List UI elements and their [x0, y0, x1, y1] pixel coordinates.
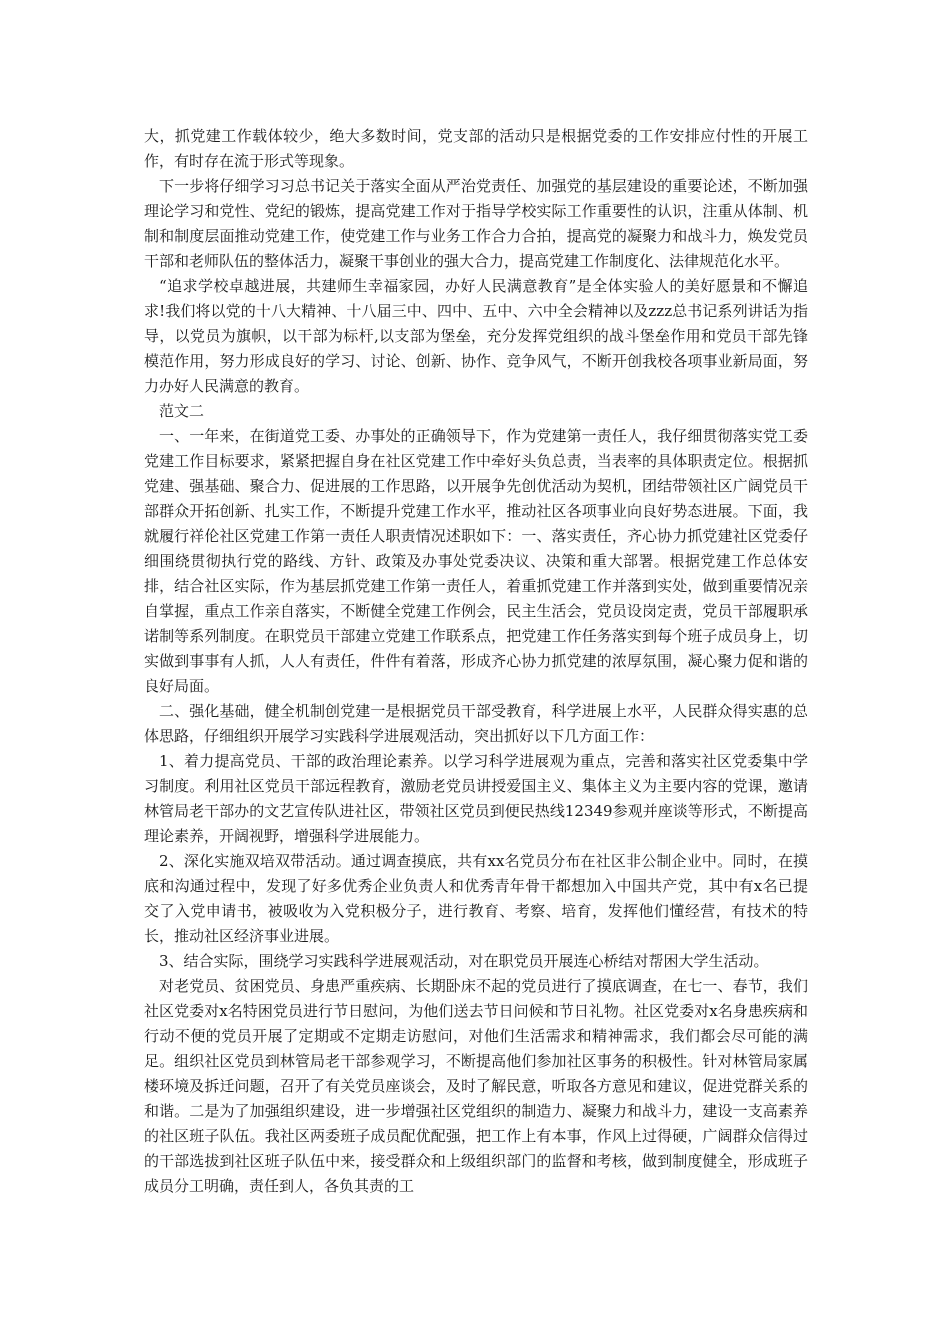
paragraph-2: 下一步将仔细学习习总书记关于落实全面从严治党责任、加强党的基层建设的重要论述，不断加强理论学习和党性、党纪的锻炼，提高党建工作对于指导学校实际工作重要性的认识，注重从体制、机制和制度层面推动党建工作，使党建工作与业务工作合力合拍，提高党的凝聚力和战斗力，焕发党员干部和老师队伍的整体活力，凝聚干事创业的强大合力，提高党建工作制度化、法律规范化水平。 [144, 177, 808, 270]
paragraph-7: 1、着力提高党员、干部的政治理论素养。以学习科学进展观为重点，完善和落实社区党委集中学习制度。利用社区党员干部远程教育，激励老党员讲授爱国主义、集体主义为主要内容的党课，邀请林管局老干部办的文艺宣传队进社区，带领社区党员到便民热线12349参观并座谈等形式，不断提高理论素养，开阔视野，增强科学进展能力。 [144, 752, 808, 845]
paragraph-1: 大，抓党建工作载体较少，绝大多数时间，党支部的活动只是根据党委的工作安排应付性的开展工作，有时存在流于形式等现象。 [144, 127, 808, 170]
paragraph-8: 2、深化实施双培双带活动。通过调查摸底，共有xx名党员分布在社区非公制企业中。同时，在摸底和沟通过程中，发现了好多优秀企业负责人和优秀青年骨干都想加入中国共产党，其中有x名已提交了入党申请书，被吸收为入党积极分子，进行教育、考察、培育，发挥他们懂经营，有技术的特长，推动社区经济事业进展。 [144, 852, 808, 945]
paragraph-9: 3、结合实际，围绕学习实践科学进展观活动，对在职党员开展连心桥结对帮困大学生活动。 [159, 952, 769, 970]
paragraph-10: 对老党员、贫困党员、身患严重疾病、长期卧床不起的党员进行了摸底调查，在七一、春节，我们社区党委对x名特困党员进行节日慰问，为他们送去节日问候和节日礼物。社区党委对x名身患疾病和行动不便的党员开展了定期或不定期走访慰问，对他们生活需求和精神需求，我们都会尽可能的满足。组织社区党员到林管局老干部参观学习，不断提高他们参加社区事务的积极性。针对林管局家属楼环境及拆迁问题，召开了有关党员座谈会，及时了解民意，听取各方意见和建议，促进党群关系的和谐。二是为了加强组织建设，进一步增强社区党组织的制造力、凝聚力和战斗力，建设一支高素养的社区班子队伍。我社区两委班子成员配优配强，把工作上有本事，作风上过得硬，广阔群众信得过的干部选拔到社区班子队伍中来，接受群众和上级组织部门的监督和考核，做到制度健全，形成班子成员分工明确，责任到人，各负其责的工 [144, 977, 808, 1195]
paragraph-6: 二、强化基础，健全机制创党建一是根据党员干部受教育，科学进展上水平，人民群众得实惠的总体思路，仔细组织开展学习实践科学进展观活动，突出抓好以下几方面工作： [144, 702, 808, 745]
section-heading-fanwen-2: 范文二 [159, 402, 205, 420]
paragraph-5: 一、一年来，在街道党工委、办事处的正确领导下，作为党建第一责任人，我仔细贯彻落实党工委党建工作目标要求，紧紧把握自身在社区党建工作中牵好头负总责，当表率的具体职责定位。根据抓党建、强基础、聚合力、促进展的工作思路，以开展争先创优活动为契机，团结带领社区广阔党员干部群众开拓创新、扎实工作，不断提升党建工作水平，推动社区各项事业向良好势态进展。下面，我就履行祥伦社区党建工作第一责任人职责情况述职如下：一、落实责任，齐心协力抓党建社区党委仔细围绕贯彻执行党的路线、方针、政策及办事处党委决议、决策和重大部署。根据党建工作总体安排，结合社区实际，作为基层抓党建工作第一责任人，着重抓党建工作并落到实处，做到重要情况亲自掌握，重点工作亲自落实，不断健全党建工作例会，民主生活会，党员设岗定责，党员干部履职承诺制等系列制度。在职党员干部建立党建工作联系点，把党建工作任务落实到每个班子成员身上，切实做到事事有人抓，人人有责任，件件有着落，形成齐心协力抓党建的浓厚氛围，凝心聚力促和谐的良好局面。 [144, 427, 808, 695]
document-page [144, 124, 808, 1199]
paragraph-3: “追求学校卓越进展，共建师生幸福家园，办好人民满意教育”是全体实验人的美好愿景和不懈追求!我们将以党的十八大精神、十八届三中、四中、五中、六中全会精神以及zzz总书记系列讲话为指导，以党员为旗帜，以干部为标杆,以支部为堡垒，充分发挥党组织的战斗堡垒作用和党员干部先锋模范作用，努力形成良好的学习、讨论、创新、协作、竞争风气，不断开创我校各项事业新局面，努力办好人民满意的教育。 [144, 277, 808, 395]
